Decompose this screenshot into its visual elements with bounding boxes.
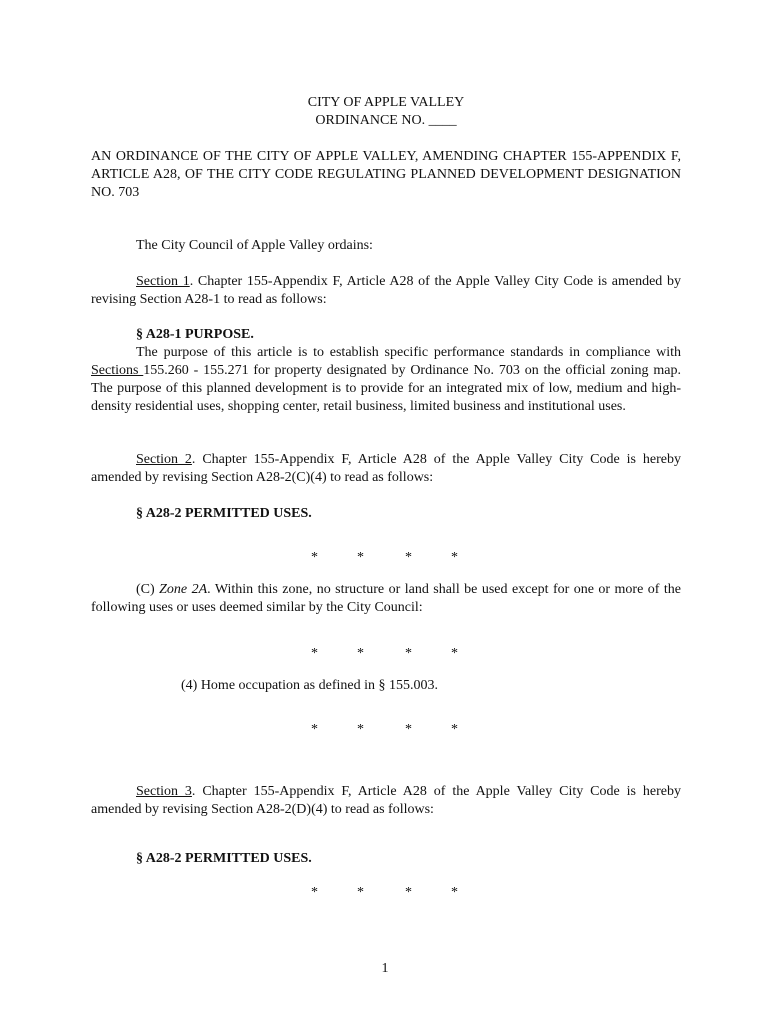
purpose-heading: § A28-1 PURPOSE. (136, 327, 254, 342)
asterisk: * (451, 550, 458, 565)
zone-name: Zone 2A (159, 582, 208, 597)
page-number: 1 (381, 961, 389, 976)
section-3-label: Section 3 (136, 784, 192, 799)
zone-prefix: (C) (136, 582, 160, 597)
ordains-line: The City Council of Apple Valley ordains: (136, 238, 373, 253)
section-2-label: Section 2 (136, 452, 192, 467)
asterisk: * (451, 646, 458, 661)
section-1-label: Section 1 (136, 274, 190, 289)
section-3-paragraph (91, 783, 681, 819)
asterisk: * (357, 646, 364, 661)
asterisk: * (357, 550, 364, 565)
asterisk: * (357, 722, 364, 737)
sections-link[interactable]: Sections (91, 363, 144, 378)
purpose-text-before: The purpose of this article is to establish specific performance standards in compliance with (136, 345, 681, 360)
asterisk: * (405, 550, 412, 565)
asterisk: * (311, 722, 318, 737)
city-name: CITY OF APPLE VALLEY (307, 95, 465, 110)
asterisk: * (405, 885, 412, 900)
asterisk: * (311, 646, 318, 661)
section-2-text: . Chapter 155-Appendix F, Article A28 of the Apple Valley City Code is hereby amended by revising Section A28-2(C)(4) to read as follows: (91, 452, 682, 485)
ordinance-number: ORDINANCE NO. ____ (315, 113, 457, 128)
section-2-paragraph (91, 451, 681, 487)
section-3-text: . Chapter 155-Appendix F, Article A28 of the Apple Valley City Code is hereby amended by revising Section A28-2(D)(4) to read as follows: (91, 784, 682, 817)
ordinance-title: AN ORDINANCE OF THE CITY OF APPLE VALLEY, AMENDING CHAPTER 155-APPENDIX F, ARTICLE A28, OF THE CITY CODE REGULATING PLANNED DEVELOPMENT DESIGNATION NO. 703 (91, 149, 681, 200)
asterisk: * (451, 885, 458, 900)
asterisk: * (311, 885, 318, 900)
asterisk: * (451, 722, 458, 737)
asterisk: * (357, 885, 364, 900)
asterisk: * (405, 646, 412, 661)
permitted-uses-heading-1: § A28-2 PERMITTED USES. (136, 506, 312, 521)
document-header (91, 94, 681, 130)
asterisk: * (311, 550, 318, 565)
home-occupation-item: (4) Home occupation as defined in § 155.003. (181, 678, 438, 693)
asterisk: * (405, 722, 412, 737)
purpose-text-after: 155.260 - 155.271 for property designated by Ordinance No. 703 on the official zoning map. The purpose of this planned development is to provide for an integrated mix of low, medium and high-density residential uses, shopping center, retail business, limited business and institutional uses. (91, 363, 681, 414)
zone-paragraph (91, 581, 681, 617)
purpose-paragraph (91, 344, 681, 416)
permitted-uses-heading-2: § A28-2 PERMITTED USES. (136, 851, 312, 866)
section-1-paragraph (91, 273, 681, 309)
section-1-text: . Chapter 155-Appendix F, Article A28 of the Apple Valley City Code is amended by revising Section A28-1 to read as follows: (91, 274, 681, 307)
zone-text: . Within this zone, no structure or land shall be used except for one or more of the following uses or uses deemed similar by the City Council: (91, 582, 681, 615)
